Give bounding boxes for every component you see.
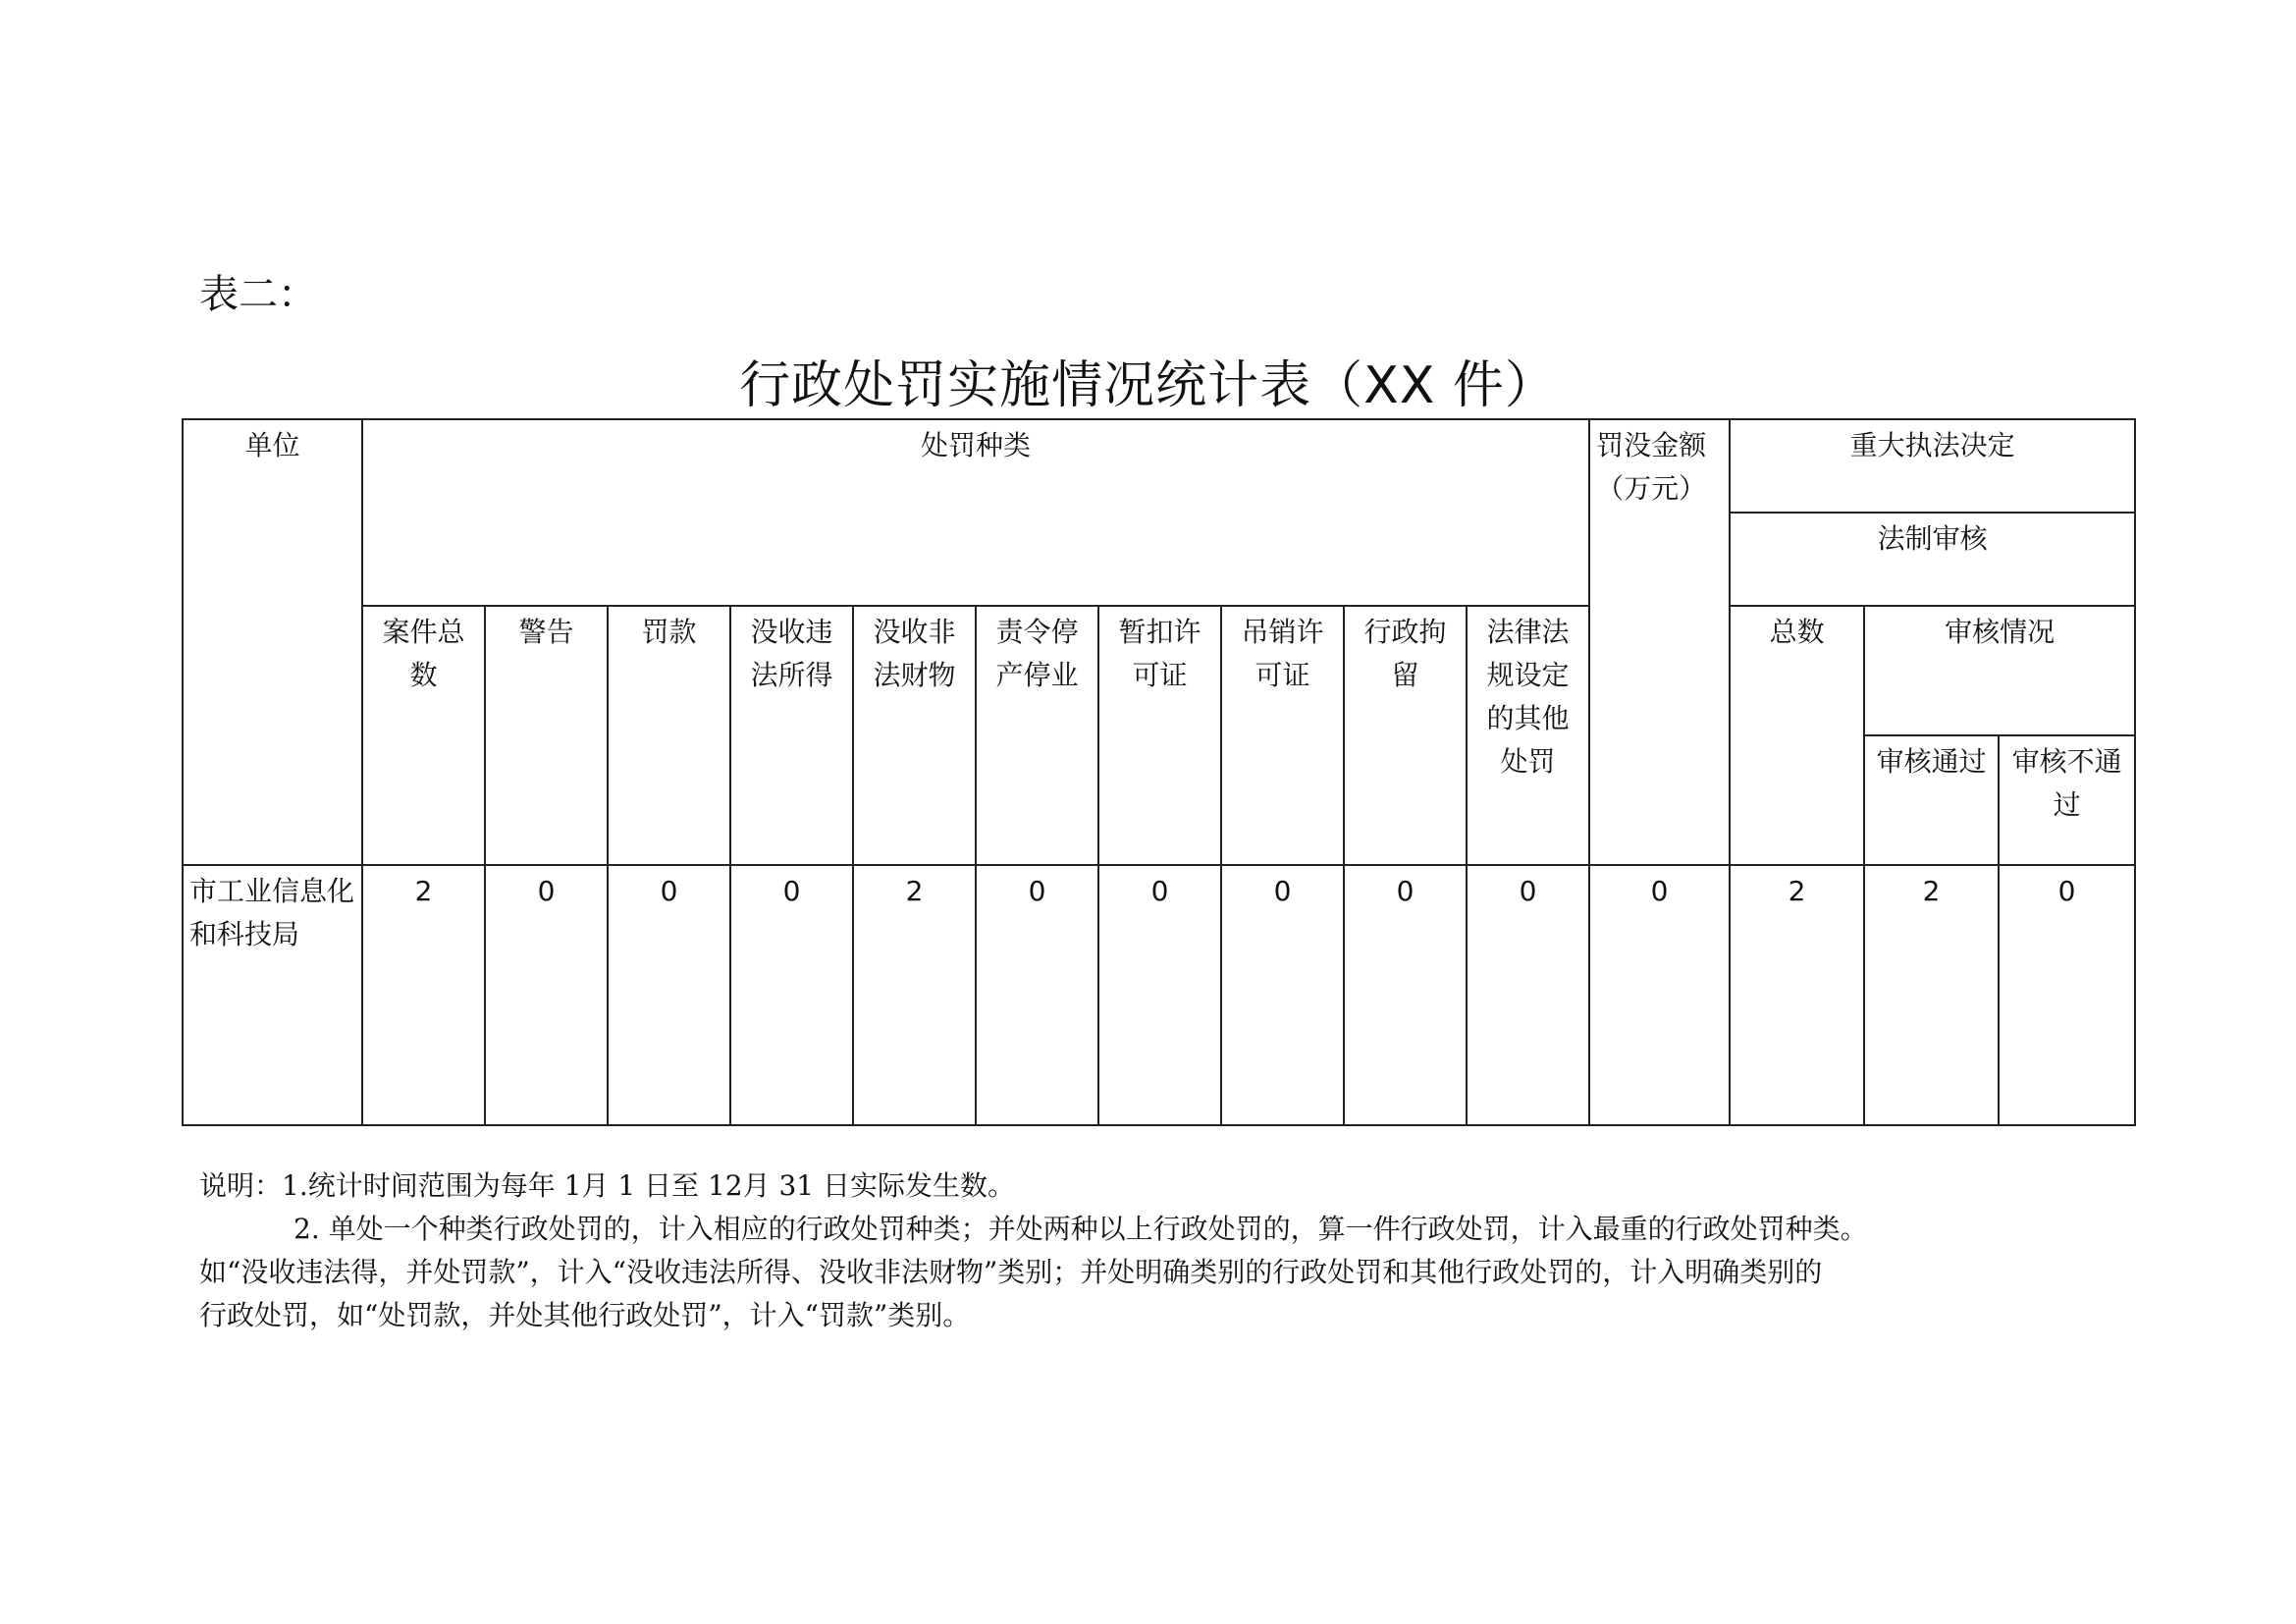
cell-other-penalty: 0 [1467,865,1589,1125]
header-fine-amount: 罚没金额（万元） [1589,419,1730,865]
cell-review-fail: 0 [1999,865,2135,1125]
header-col-total-cases: 案件总数 [362,606,485,865]
notes [199,1164,2123,1337]
header-col-warning: 警告 [485,606,608,865]
header-major-decision: 重大执法决定 [1730,419,2135,513]
cell-revoke-license: 0 [1221,865,1344,1125]
statistics-table [182,418,2136,1126]
cell-review-total: 2 [1730,865,1864,1125]
cell-suspend-license: 0 [1098,865,1221,1125]
header-review-pass: 审核通过 [1864,735,1999,865]
cell-warning: 0 [485,865,608,1125]
cell-fine: 0 [608,865,730,1125]
header-penalty-types: 处罚种类 [362,419,1589,606]
header-review-status: 审核情况 [1864,606,2135,735]
header-review-total: 总数 [1730,606,1864,865]
note-line-4: 行政处罚，如“处罚款，并处其他行政处罚”，计入“罚款”类别。 [199,1299,971,1331]
header-col-detention: 行政拘留 [1344,606,1467,865]
cell-confiscate-income: 0 [730,865,853,1125]
header-col-other-penalty: 法律法规设定的其他处罚 [1467,606,1589,865]
header-col-confiscate-property: 没收非法财物 [853,606,976,865]
cell-total-cases: 2 [362,865,485,1125]
cell-confiscate-property: 2 [853,865,976,1125]
table-row [183,865,2135,1125]
table-label: 表二： [199,272,317,317]
header-col-suspend-license: 暂扣许可证 [1098,606,1221,865]
cell-suspend-business: 0 [976,865,1098,1125]
note-line-3: 如“没收违法得，并处罚款”，计入“没收违法所得、没收非法财物”类别；并处明确类别的行政处罚和其他行政处罚的，计入明确类别的 [199,1256,1823,1288]
cell-unit: 市工业信息化和科技局 [183,865,362,1125]
header-col-revoke-license: 吊销许可证 [1221,606,1344,865]
cell-detention: 0 [1344,865,1467,1125]
cell-fine-amount: 0 [1589,865,1730,1125]
header-col-suspend-business: 责令停产停业 [976,606,1098,865]
header-legal-review: 法制审核 [1730,513,2135,606]
header-unit: 单位 [183,419,362,865]
page-title: 行政处罚实施情况统计表（XX 件） [739,356,1557,415]
header-col-confiscate-income: 没收违法所得 [730,606,853,865]
header-review-fail: 审核不通过 [1999,735,2135,865]
cell-review-pass: 2 [1864,865,1999,1125]
header-col-fine: 罚款 [608,606,730,865]
note-line-1: 说明：1.统计时间范围为每年 1月 1 日至 12月 31 日实际发生数。 [199,1169,1016,1202]
note-line-2: 2. 单处一个种类行政处罚的，计入相应的行政处罚种类；并处两种以上行政处罚的，算一件行政处罚，计入最重的行政处罚种类。 [294,1213,1868,1245]
